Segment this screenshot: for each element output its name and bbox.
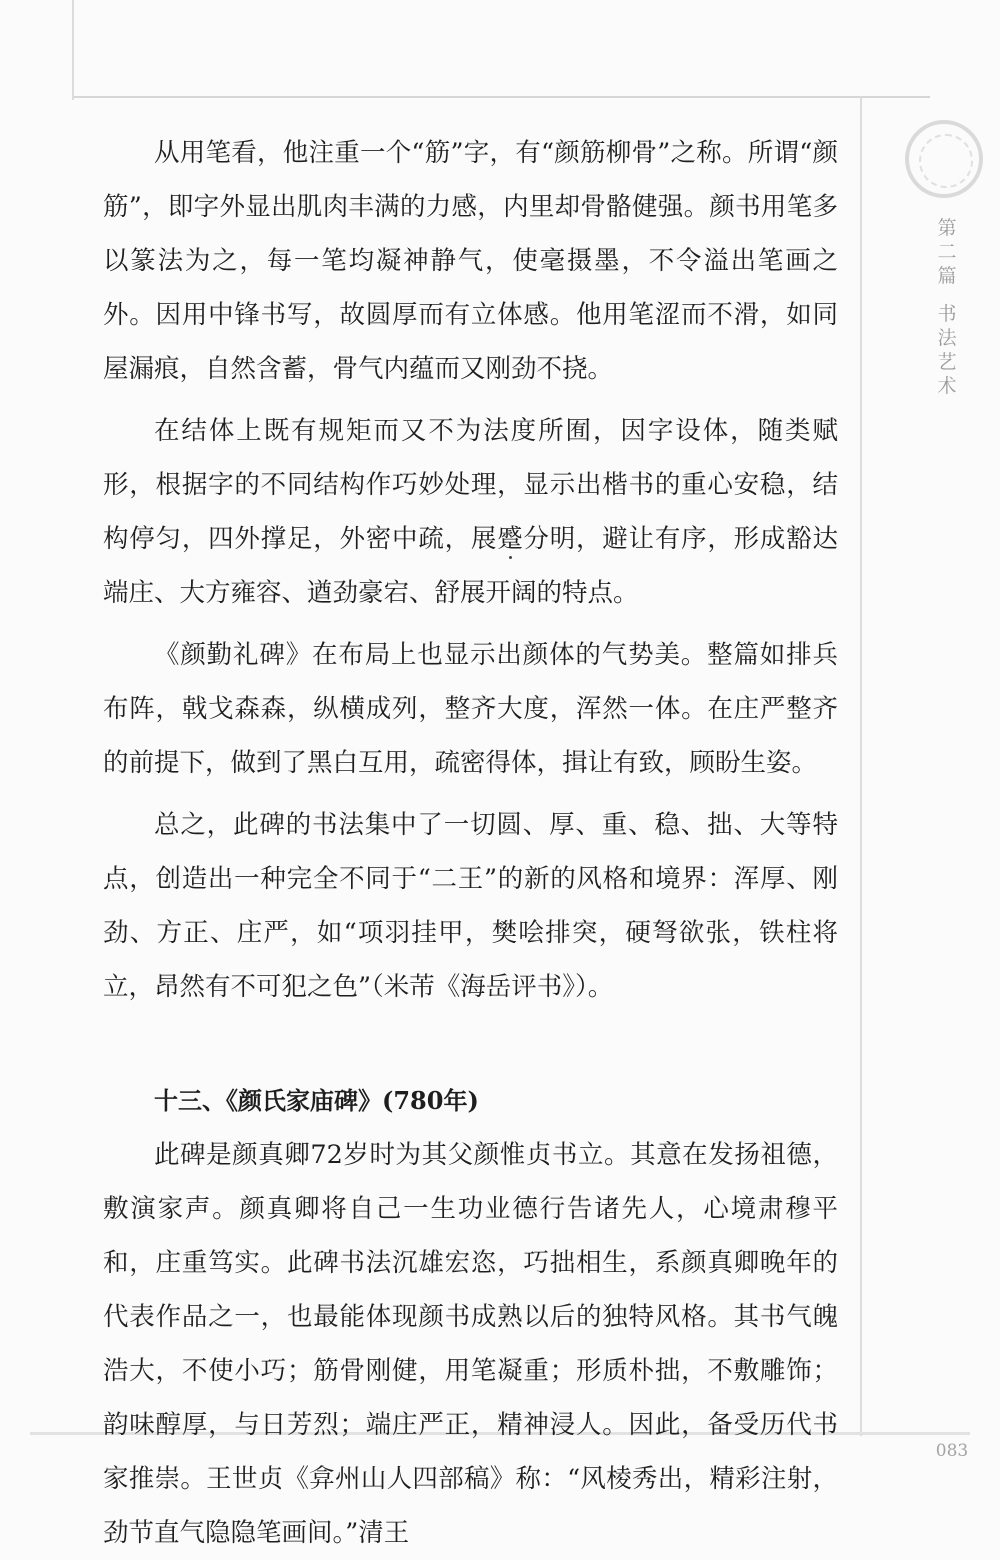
page-number: 083 <box>935 1441 969 1461</box>
paragraph-structure: 在结体上既有规矩而又不为法度所囿，因字设体，随类赋形，根据字的不同结构作巧妙处理，显示出楷书的重心安稳，结构停匀，四外撑足，外密中疏，展蹙分明，避让有序，形成豁达端庄、大方雍容、遒劲豪宕、舒展开阔的特点。 <box>103 416 838 608</box>
running-head-char: 术 <box>937 375 957 397</box>
body-text <box>103 126 838 1560</box>
page-frame-left-rule <box>72 0 74 100</box>
paragraph-summary: 总之，此碑的书法集中了一切圆、厚、重、稳、拙、大等特点，创造出一种完全不同于“二王”的新的风格和境界：浑厚、刚劲、方正、庄严，如“项羽挂甲，樊哙排突，硬弩欲张，铁柱将立，昂然有不可犯之色”（米芾《海岳评书》）。 <box>103 810 838 1002</box>
running-head-char: 篇 <box>937 265 957 287</box>
running-head-char: 二 <box>937 241 957 263</box>
running-head <box>932 216 962 398</box>
running-head-char: 第 <box>937 217 957 239</box>
section-heading: 十三、《颜氏家庙碑》(780年) <box>154 1086 479 1115</box>
page-frame-right-rule <box>860 96 862 1436</box>
running-head-char: 书 <box>937 303 957 325</box>
ink-speck <box>509 556 512 559</box>
page-frame-top-rule <box>72 96 930 98</box>
paragraph-layout: 《颜勤礼碑》在布局上也显示出颜体的气势美。整篇如排兵布阵，戟戈森森，纵横成列，整齐大度，浑然一体。在庄严整齐的前提下，做到了黑白互用，疏密得体，揖让有致，顾盼生姿。 <box>103 640 838 778</box>
paragraph-section-body: 此碑是颜真卿72岁时为其父颜惟贞书立。其意在发扬祖德，敷演家声。颜真卿将自己一生功业德行告诸先人，心境肃穆平和，庄重笃实。此碑书法沉雄宏恣，巧拙相生，系颜真卿晚年的代表作品之一，也最能体现颜书成熟以后的独特风格。其书气魄浩大，不使小巧；筋骨刚健，用笔凝重；形质朴拙，不敷雕饰；韵味醇厚，与日芳烈；端庄严正，精神浸人。因此，备受历代书家推崇。王世贞《弇州山人四部稿》称：“风棱秀出，精彩注射，劲节直气隐隐笔画间。”清王 <box>103 1140 838 1548</box>
running-head-spacer <box>932 288 962 302</box>
running-head-char: 艺 <box>937 351 957 373</box>
paragraph-brushwork: 从用笔看，他注重一个“筋”字，有“颜筋柳骨”之称。所谓“颜筋”，即字外显出肌肉丰满的力感，内里却骨骼健强。颜书用笔多以篆法为之，每一笔均凝神静气，使毫摄墨，不令溢出笔画之外。因用中锋书写，故圆厚而有立体感。他用笔涩而不滑，如同屋漏痕，自然含蓄，骨气内蕴而又刚劲不挠。 <box>103 138 838 384</box>
running-head-char: 法 <box>937 327 957 349</box>
seal-stamp-icon <box>905 120 983 198</box>
